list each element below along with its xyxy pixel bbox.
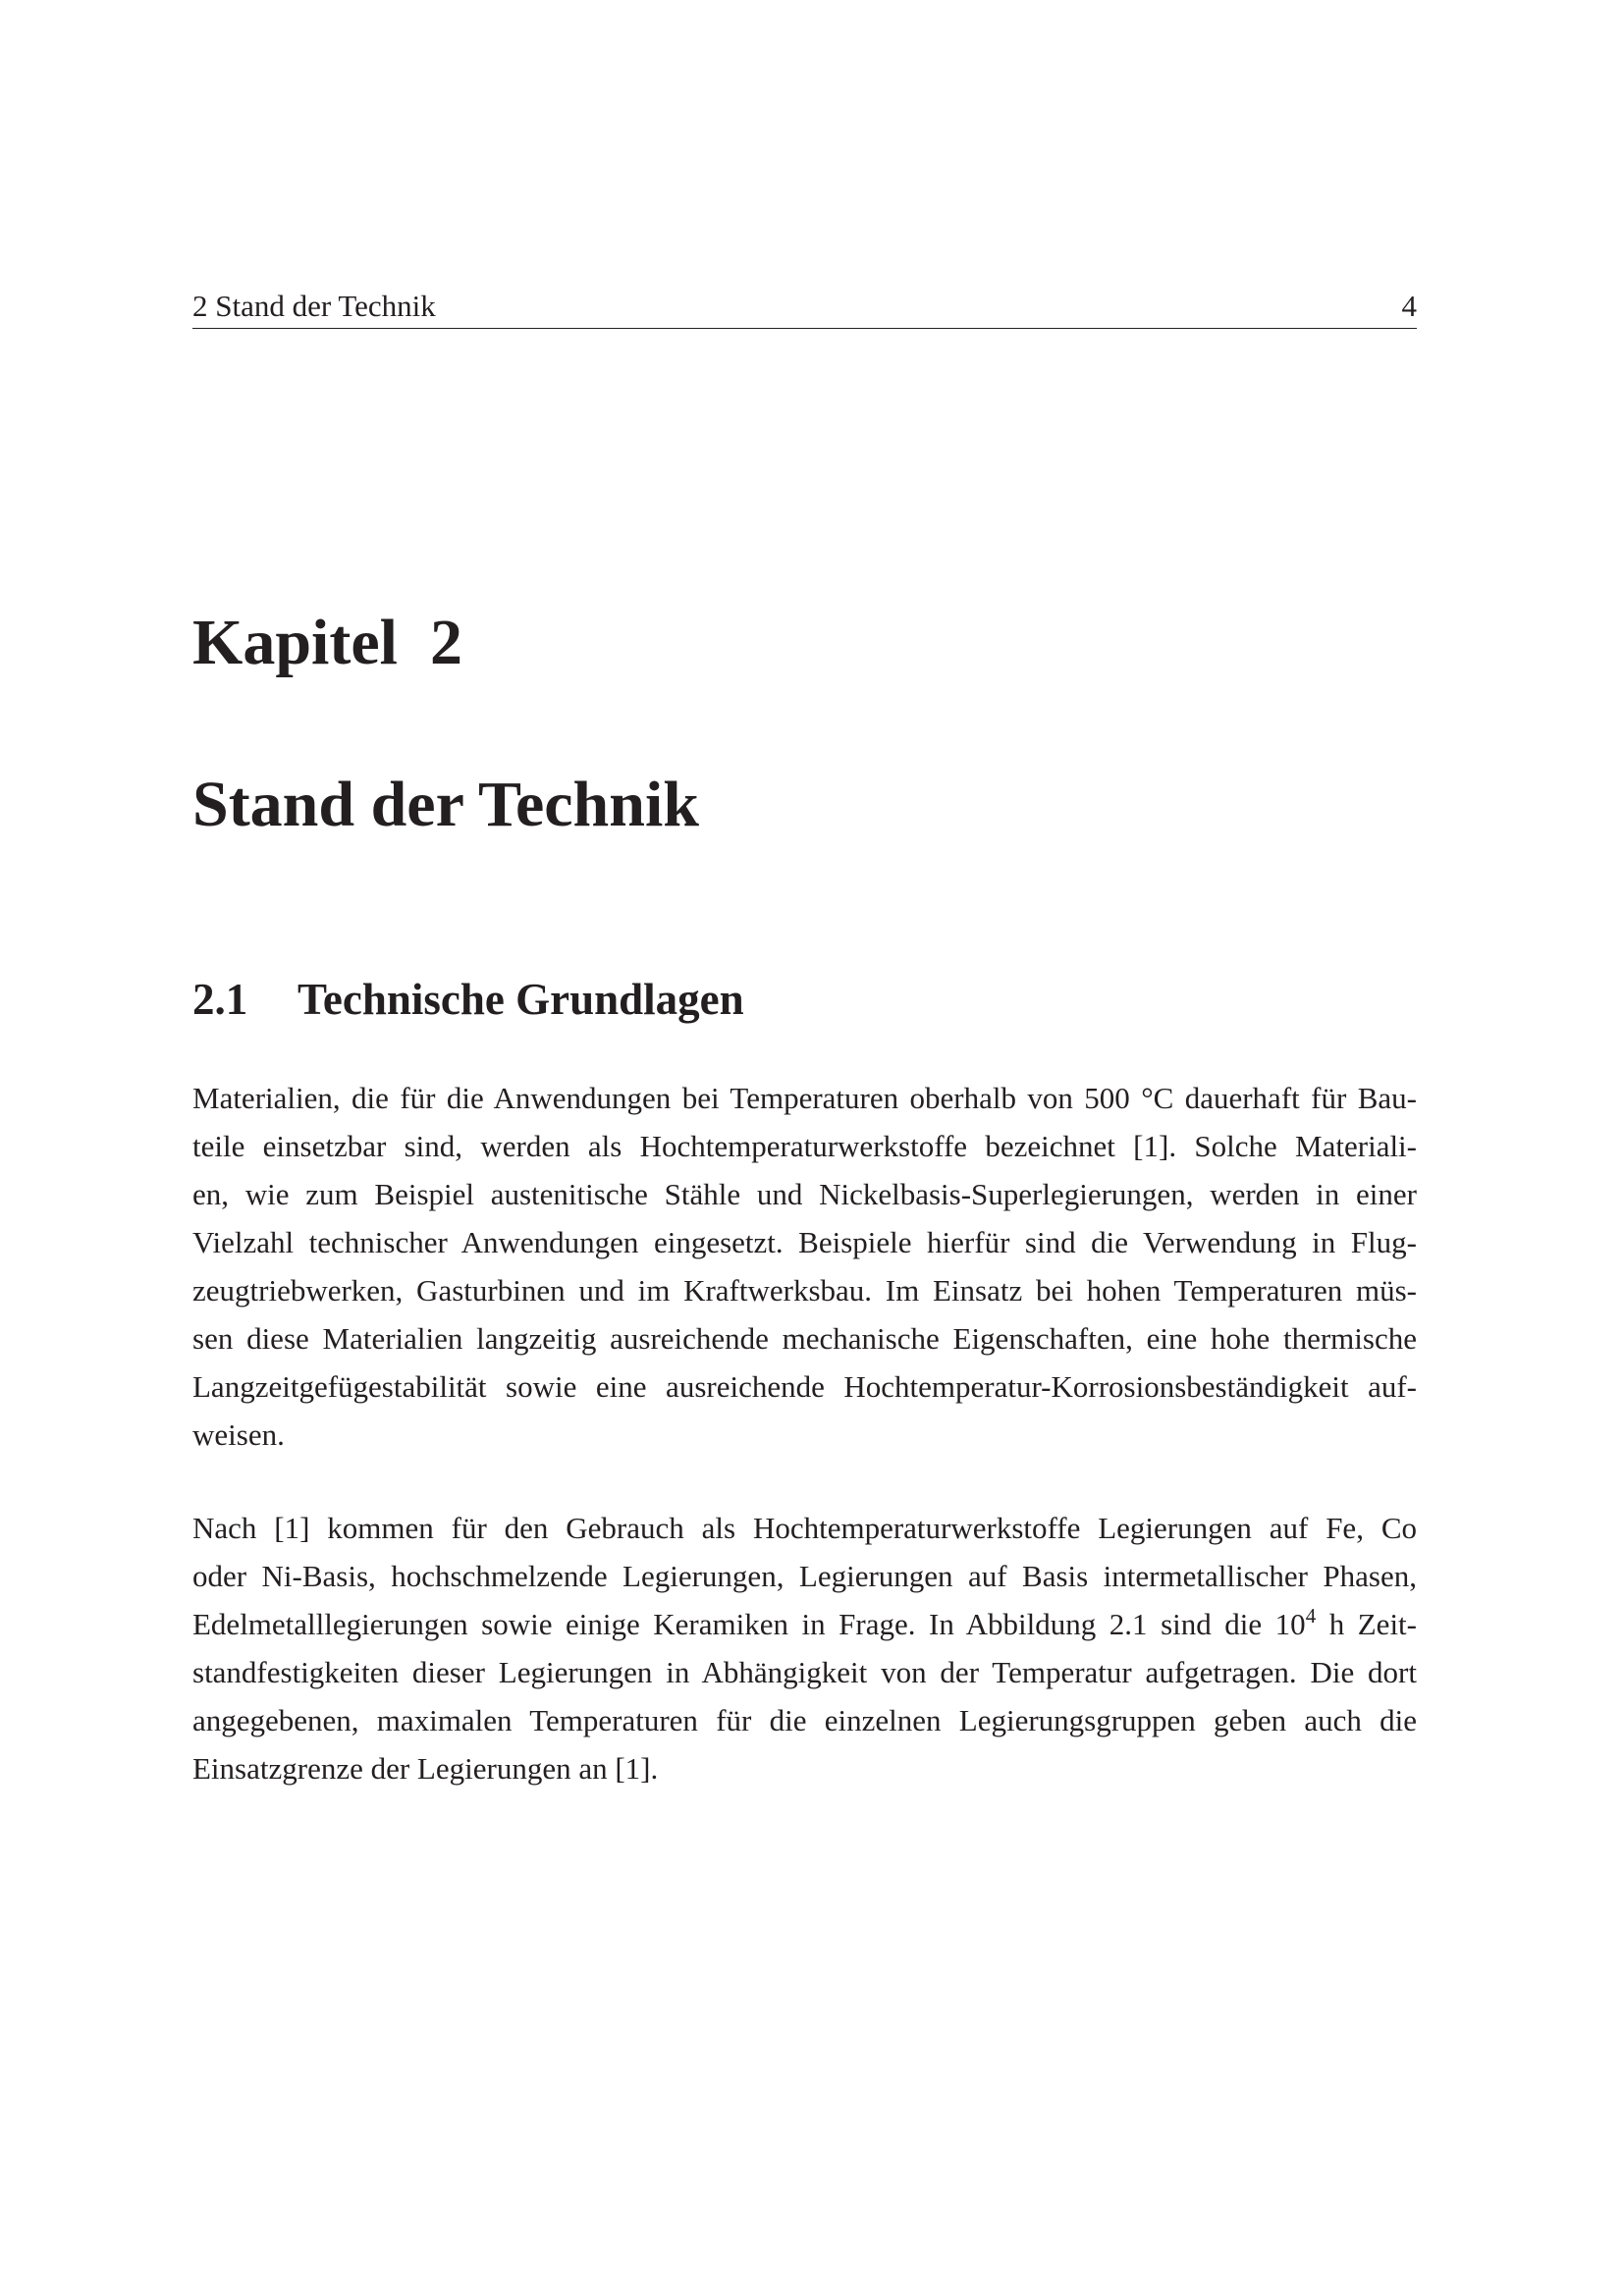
section-number: 2.1 [192, 975, 248, 1024]
running-header-title: 2 Stand der Technik [192, 289, 436, 323]
paragraph-line: sen diese Materialien langzeitig ausreichende mechanische Eigenschaften, eine hohe thermische [192, 1321, 1417, 1356]
paragraph-1 [192, 1074, 1417, 1459]
paragraph-line: Langzeitgefügestabilität sowie eine ausreichende Hochtemperatur-Korrosionsbeständigkeit auf- [192, 1369, 1417, 1404]
paragraph-line: teile einsetzbar sind, werden als Hochtemperaturwerkstoffe bezeichnet [1]. Solche Materiali- [192, 1129, 1417, 1163]
paragraph-line: oder Ni-Basis, hochschmelzende Legierungen, Legierungen auf Basis intermetallischer Phasen, [192, 1559, 1417, 1593]
paragraph-line: standfestigkeiten dieser Legierungen in Abhängigkeit von der Temperatur aufgetragen. Die dort [192, 1655, 1417, 1689]
paragraph-line: zeugtriebwerken, Gasturbinen und im Kraftwerksbau. Im Einsatz bei hohen Temperaturen müs- [192, 1273, 1417, 1308]
chapter-label: Kapitel 2 [192, 607, 462, 678]
section-title: Technische Grundlagen [298, 975, 744, 1024]
paragraph-line [192, 1600, 1417, 1648]
chapter-title: Stand der Technik [192, 769, 700, 840]
section-heading [192, 972, 744, 1027]
paragraph-line: Einsatzgrenze der Legierungen an [1]. [192, 1751, 659, 1786]
line-text-after-superscript: h Zeit- [1316, 1607, 1417, 1641]
paragraph-line: angegebenen, maximalen Temperaturen für die einzelnen Legierungsgruppen geben auch die [192, 1703, 1417, 1737]
paragraph-2 [192, 1504, 1417, 1792]
paragraph-line: Materialien, die für die Anwendungen bei Temperaturen oberhalb von 500 °C dauerhaft für Bau- [192, 1081, 1417, 1115]
paragraph-line: en, wie zum Beispiel austenitische Stähle und Nickelbasis-Superlegierungen, werden in einer [192, 1177, 1417, 1211]
page-number: 4 [1401, 289, 1417, 323]
exponent-superscript: 4 [1305, 1604, 1317, 1628]
paragraph-line: Nach [1] kommen für den Gebrauch als Hochtemperaturwerkstoffe Legierungen auf Fe, Co [192, 1511, 1417, 1545]
line-text-before-superscript: Edelmetalllegierungen sowie einige Keramiken in Frage. In Abbildung 2.1 sind die 10 [192, 1607, 1306, 1641]
paragraph-line: weisen. [192, 1417, 285, 1452]
paragraph-line: Vielzahl technischer Anwendungen eingesetzt. Beispiele hierfür sind die Verwendung in Flug- [192, 1225, 1417, 1259]
running-header [192, 285, 1417, 329]
